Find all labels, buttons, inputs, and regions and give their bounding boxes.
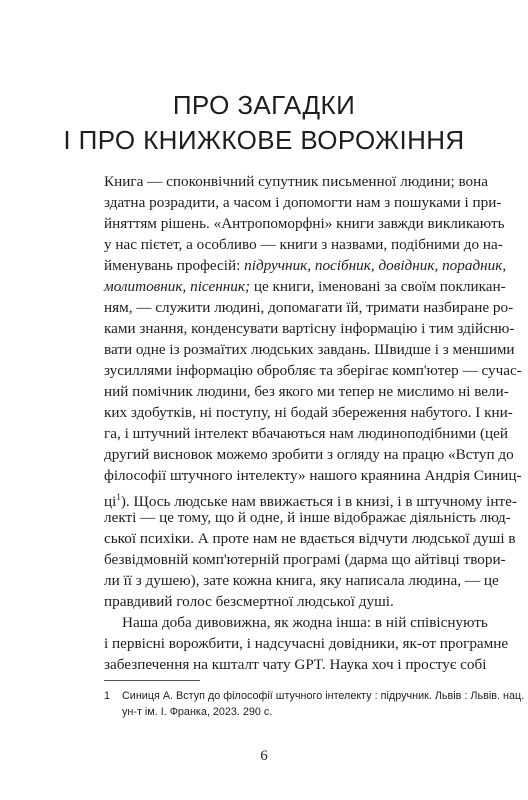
body-line: ли її з душею), зате кожна книга, яку написала людина, — це [104, 572, 499, 589]
body-line: ких здобутків, ні поступу, ні бодай збереження набутого. І кни- [104, 404, 513, 421]
body-line: йменувань професій: підручник, посібник, довідник, порадник, [104, 257, 507, 274]
body-line: правдивий голос безсмертної людської душі. [104, 593, 394, 610]
body-line: філософії штучного інтелекту» нашого краянина Андрія Синиц- [104, 467, 522, 484]
body-line: га, і штучний інтелект вбачаються нам людиноподібними (цей [104, 425, 509, 442]
body-line: зусиллями інформацію обробляє та зберігає комп'ютер — сучас- [104, 362, 522, 379]
page-number: 6 [260, 748, 268, 764]
body-line: ний помічник людини, без якого ми тепер не мислимо ні вели- [104, 383, 509, 400]
footnote-mark: 1 [104, 690, 111, 702]
footnote-line: ун-т ім. І. Франка, 2023. 290 с. [122, 706, 273, 718]
italic-term: молитовник, пісенник; [104, 278, 251, 295]
body-line: у нас пієтет, а особливо — книги з назвами, подібними до на- [104, 236, 503, 253]
body-line: здатна розрадити, а часом і допомогти нам з пошуками і при- [104, 194, 502, 211]
body-line: другий висновок можемо зробити з огляду на працю «Вступ до [104, 446, 514, 463]
italic-term: підручник, посібник, довідник, порадник, [244, 257, 507, 274]
body-line: Книга — споконвічний супутник письменної людини; вона [104, 173, 489, 190]
body-line: безвідмовній комп'ютерній програмі (дарма що айтівці твори- [104, 551, 506, 568]
body-line: йняттям рішень. «Антропоморфні» книги завжди викликають [104, 215, 505, 232]
footnote-line: 1 Синиця А. Вступ до філософії штучного інтелекту : підручник. Львів : Львів. нац. [104, 690, 525, 702]
body-line: і первісні ворожбити, і надсучасні довідники, як-от програмне [104, 635, 509, 652]
body-line: ками знання, конденсувати вартісну інформацію і тим здійсню- [104, 320, 515, 337]
chapter-title-line-2: І ПРО КНИЖКОВЕ ВОРОЖІННЯ [63, 125, 465, 155]
body-line: ської психіки. А проте нам не вдається відчути людської душі в [104, 530, 516, 547]
body-line: вати одне із розмаїтих людських завдань. Швидше і з меншими [104, 341, 515, 358]
body-line: лекті — це тому, що й одне, й інше відображає діяльність люд- [104, 509, 511, 526]
footnote-divider [104, 680, 200, 681]
body-line: $ці^1$). Щось людське нам ввижається і в книзі, і в штучному інте- [104, 492, 517, 511]
body-line: забезпечення на кшталт чату GPT. Наука хоч і простує собі [104, 656, 487, 673]
chapter-title-line-1: ПРО ЗАГАДКИ [172, 90, 356, 120]
footnote-reference: 1 [116, 492, 121, 502]
body-line: Наша доба дивовижна, як жодна інша: в ній співіснують [122, 614, 488, 631]
body-line: молитовник, пісенник; це книги, іменовані за своїм покликан- [104, 278, 506, 295]
body-line: ням, — служити людині, допомагати їй, тримати назбиране ро- [104, 299, 514, 316]
